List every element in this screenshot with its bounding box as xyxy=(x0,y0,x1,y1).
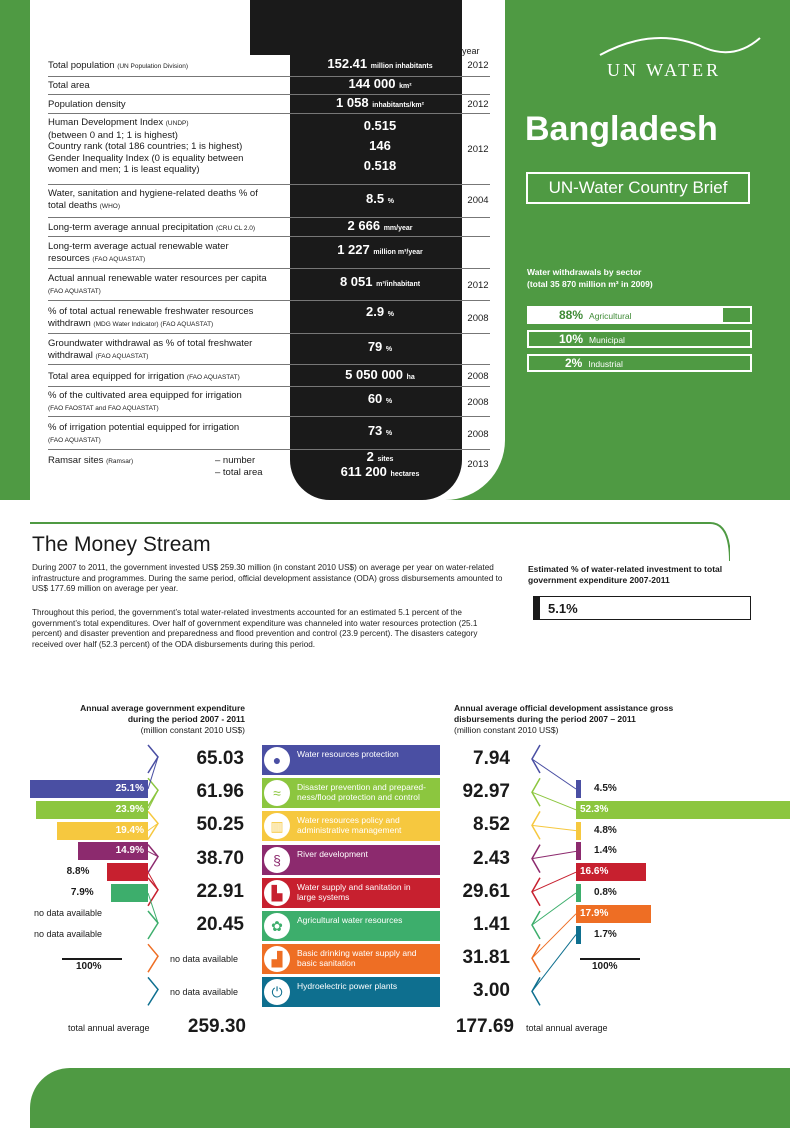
category-5 xyxy=(262,878,440,908)
category-6 xyxy=(262,911,440,941)
oda-amount: 1.41 xyxy=(473,914,510,935)
category-7 xyxy=(262,944,440,974)
category-icon: ▙ xyxy=(264,880,290,906)
oda-link-1 xyxy=(532,759,576,789)
category-icon: ✿ xyxy=(264,913,290,939)
oda-link-3 xyxy=(532,825,576,830)
category-icon: ▟ xyxy=(264,946,290,972)
gov-link-1 xyxy=(148,757,158,789)
gov-link-2 xyxy=(148,790,158,810)
connector-L-3 xyxy=(148,811,158,839)
country-title: Bangladesh xyxy=(525,110,718,148)
connector-L-5 xyxy=(148,878,158,906)
gov-amount: 22.91 xyxy=(196,880,244,902)
category-3 xyxy=(262,811,440,841)
money-stream-title: The Money Stream xyxy=(32,533,211,556)
category-icon: ≈ xyxy=(264,780,290,806)
oda-bar-5: 16.6% xyxy=(576,863,646,881)
oda-link-5 xyxy=(532,872,576,892)
divider xyxy=(48,217,490,218)
category-label: Water resources protection xyxy=(297,749,399,759)
connector-L-4 xyxy=(148,845,158,873)
gov-total: 259.30 xyxy=(187,1016,246,1037)
gov-link-4 xyxy=(148,851,158,856)
gov-total-rule xyxy=(62,958,122,960)
connector-R-1 xyxy=(532,745,540,773)
logo-text: UN WATER xyxy=(607,60,722,80)
connector-R-8 xyxy=(532,977,540,1005)
withdrawal-bar-agricultural: 88% Agricultural xyxy=(527,306,752,324)
oda-amount: 92.97 xyxy=(462,781,510,803)
gov-bar-label: no data available xyxy=(34,907,103,918)
oda-link-4 xyxy=(532,851,576,858)
divider xyxy=(48,184,490,185)
gov-bar-label: 8.8% xyxy=(66,866,90,878)
oda-total-rule xyxy=(580,958,640,960)
category-icon: ▥ xyxy=(264,813,290,839)
divider xyxy=(48,300,490,301)
investment-box xyxy=(533,596,751,620)
connector-L-6 xyxy=(148,911,158,939)
connector-R-7 xyxy=(532,944,540,972)
category-label: Basic drinking water supply and basic sanitation xyxy=(297,948,417,969)
connector-R-2 xyxy=(532,778,540,806)
investment-label: Estimated % of water-related investment to total government expenditure 2007-2011 xyxy=(528,564,723,585)
oda-bar-3: 4.8% xyxy=(576,822,726,840)
gov-amount: no data available xyxy=(170,954,239,965)
oda-total-label: total annual average xyxy=(526,1023,608,1033)
divider xyxy=(48,94,490,95)
divider xyxy=(48,268,490,269)
category-4 xyxy=(262,845,440,875)
money-paragraph-1: During 2007 to 2011, the government invested US$ 259.30 million (in constant 2010 US$) on average per year on water-related infrastructure and programmes. During the same period, official development assistance (ODA) gross disbursements amounted to US$ 177.69 million on average per year. xyxy=(32,563,503,593)
connector-L-8 xyxy=(148,977,158,1005)
category-1 xyxy=(262,745,440,775)
gov-bar-3: 19.4% xyxy=(57,822,148,840)
oda-bar-2: 52.3% xyxy=(576,801,790,819)
divider xyxy=(48,236,490,237)
oda-amount: 3.00 xyxy=(473,980,510,1002)
category-8 xyxy=(262,977,440,1007)
category-icon: ⏻ xyxy=(264,979,290,1005)
oda-link-6 xyxy=(532,893,576,925)
category-label: River development xyxy=(297,848,368,859)
bottom-green-band xyxy=(30,1068,790,1128)
oda-bar-1: 4.5% xyxy=(576,780,726,798)
gov-bar-2: 23.9% xyxy=(36,801,148,819)
divider xyxy=(48,113,490,114)
year-header: year xyxy=(462,46,480,56)
connector-R-5 xyxy=(532,878,540,906)
connector-L-1 xyxy=(148,745,158,773)
oda-link-8 xyxy=(532,935,576,992)
un-water-logo xyxy=(595,30,765,90)
category-icon: § xyxy=(264,847,290,873)
oda-bar-4: 1.4% xyxy=(576,842,726,860)
category-label: Disaster prevention and prepared-ness/flood protection and control xyxy=(297,782,426,803)
gov-bar-4: 14.9% xyxy=(78,842,148,860)
connector-R-4 xyxy=(532,845,540,873)
gov-total-pct: 100% xyxy=(76,961,102,973)
category-label: Water resources policy and administrative management xyxy=(297,815,402,836)
gov-link-3 xyxy=(148,823,158,830)
gov-amount: 20.45 xyxy=(196,914,244,935)
gov-amount: 38.70 xyxy=(196,847,244,869)
gov-total-label: total annual average xyxy=(68,1023,150,1033)
divider xyxy=(48,449,490,450)
investment-value: 5.1% xyxy=(548,601,578,616)
connector-L-7 xyxy=(148,944,158,972)
oda-bar-6: 0.8% xyxy=(576,884,726,902)
category-label: Hydroelectric power plants xyxy=(297,981,398,992)
gov-amount: 61.96 xyxy=(196,781,244,803)
oda-total: 177.69 xyxy=(455,1016,514,1037)
logo-swoosh-icon xyxy=(595,30,765,60)
category-icon: ● xyxy=(264,747,290,773)
divider xyxy=(48,416,490,417)
gov-bar-6 xyxy=(111,884,148,902)
stat-row-hdi: Human Development Index (UNDP) (between 0 and 1; 1 is highest) Country rank (total 186 countries; 1 is highest) Gender Inequality Index (0 is equality between women and men; 1 is least equality) 0.515 146 0.518 2012 xyxy=(48,117,489,175)
category-label: Agricultural water resources xyxy=(297,915,403,925)
connector-R-6 xyxy=(532,911,540,939)
gov-bar-1: 25.1% xyxy=(30,780,148,798)
oda-bar-7: 17.9% xyxy=(576,905,651,923)
money-paragraph-2: Throughout this period, the government’s total water-related investments accounted for an estimated 5.1 percent of the government’s total expenditures. Over half of government expenditure was channeled into water resources protection (25.1 percent) and disaster prevention and preparedness and flood prevention and control (23.9 percent). The disasters category received over half (52.3 percent) of the ODA disbursements during this period. xyxy=(32,608,478,649)
oda-amount: 7.94 xyxy=(473,748,510,769)
oda-amount: 29.61 xyxy=(462,880,510,902)
gov-link-6 xyxy=(148,893,158,923)
divider xyxy=(48,364,490,365)
oda-link-2 xyxy=(532,792,576,810)
divider xyxy=(48,76,490,77)
withdrawal-bar-industrial: 2% Industrial xyxy=(527,354,752,372)
withdrawal-bar-municipal: 10% Municipal xyxy=(527,330,752,348)
oda-total-pct: 100% xyxy=(592,961,618,973)
category-2 xyxy=(262,778,440,808)
gov-link-5 xyxy=(148,872,158,890)
connector-L-2 xyxy=(148,778,158,806)
connector-R-3 xyxy=(532,811,540,839)
gov-chart-heading: Annual average government expenditure during the period 2007 - 2011 (million constant 2010 US$) xyxy=(80,703,245,735)
gov-amount: 65.03 xyxy=(196,748,244,769)
oda-bar-8: 1.7% xyxy=(576,926,726,944)
oda-link-7 xyxy=(532,914,576,958)
gov-bar-label: no data available xyxy=(34,928,103,939)
divider xyxy=(48,386,490,387)
stat-row-population: Total population (UN Population Division) 152.41 million inhabitants 2012 xyxy=(48,56,489,71)
category-label: Water supply and sanitation in large systems xyxy=(297,881,411,902)
oda-amount: 31.81 xyxy=(462,947,510,969)
gov-bar-label: 7.9% xyxy=(70,887,94,898)
gov-bar-5 xyxy=(107,863,148,881)
gov-amount: 50.25 xyxy=(196,814,244,836)
withdrawals-title: Water withdrawals by sector (total 35 870 million m³ in 2009) xyxy=(527,267,653,289)
gov-amount: no data available xyxy=(170,987,239,998)
divider xyxy=(48,333,490,334)
oda-chart-heading: Annual average official development assistance gross disbursements during the period 2007 – 2011 (million constant 2010 US$) xyxy=(454,703,674,735)
brief-badge: UN-Water Country Brief xyxy=(526,172,750,204)
oda-amount: 2.43 xyxy=(473,847,510,869)
oda-amount: 8.52 xyxy=(473,814,510,836)
